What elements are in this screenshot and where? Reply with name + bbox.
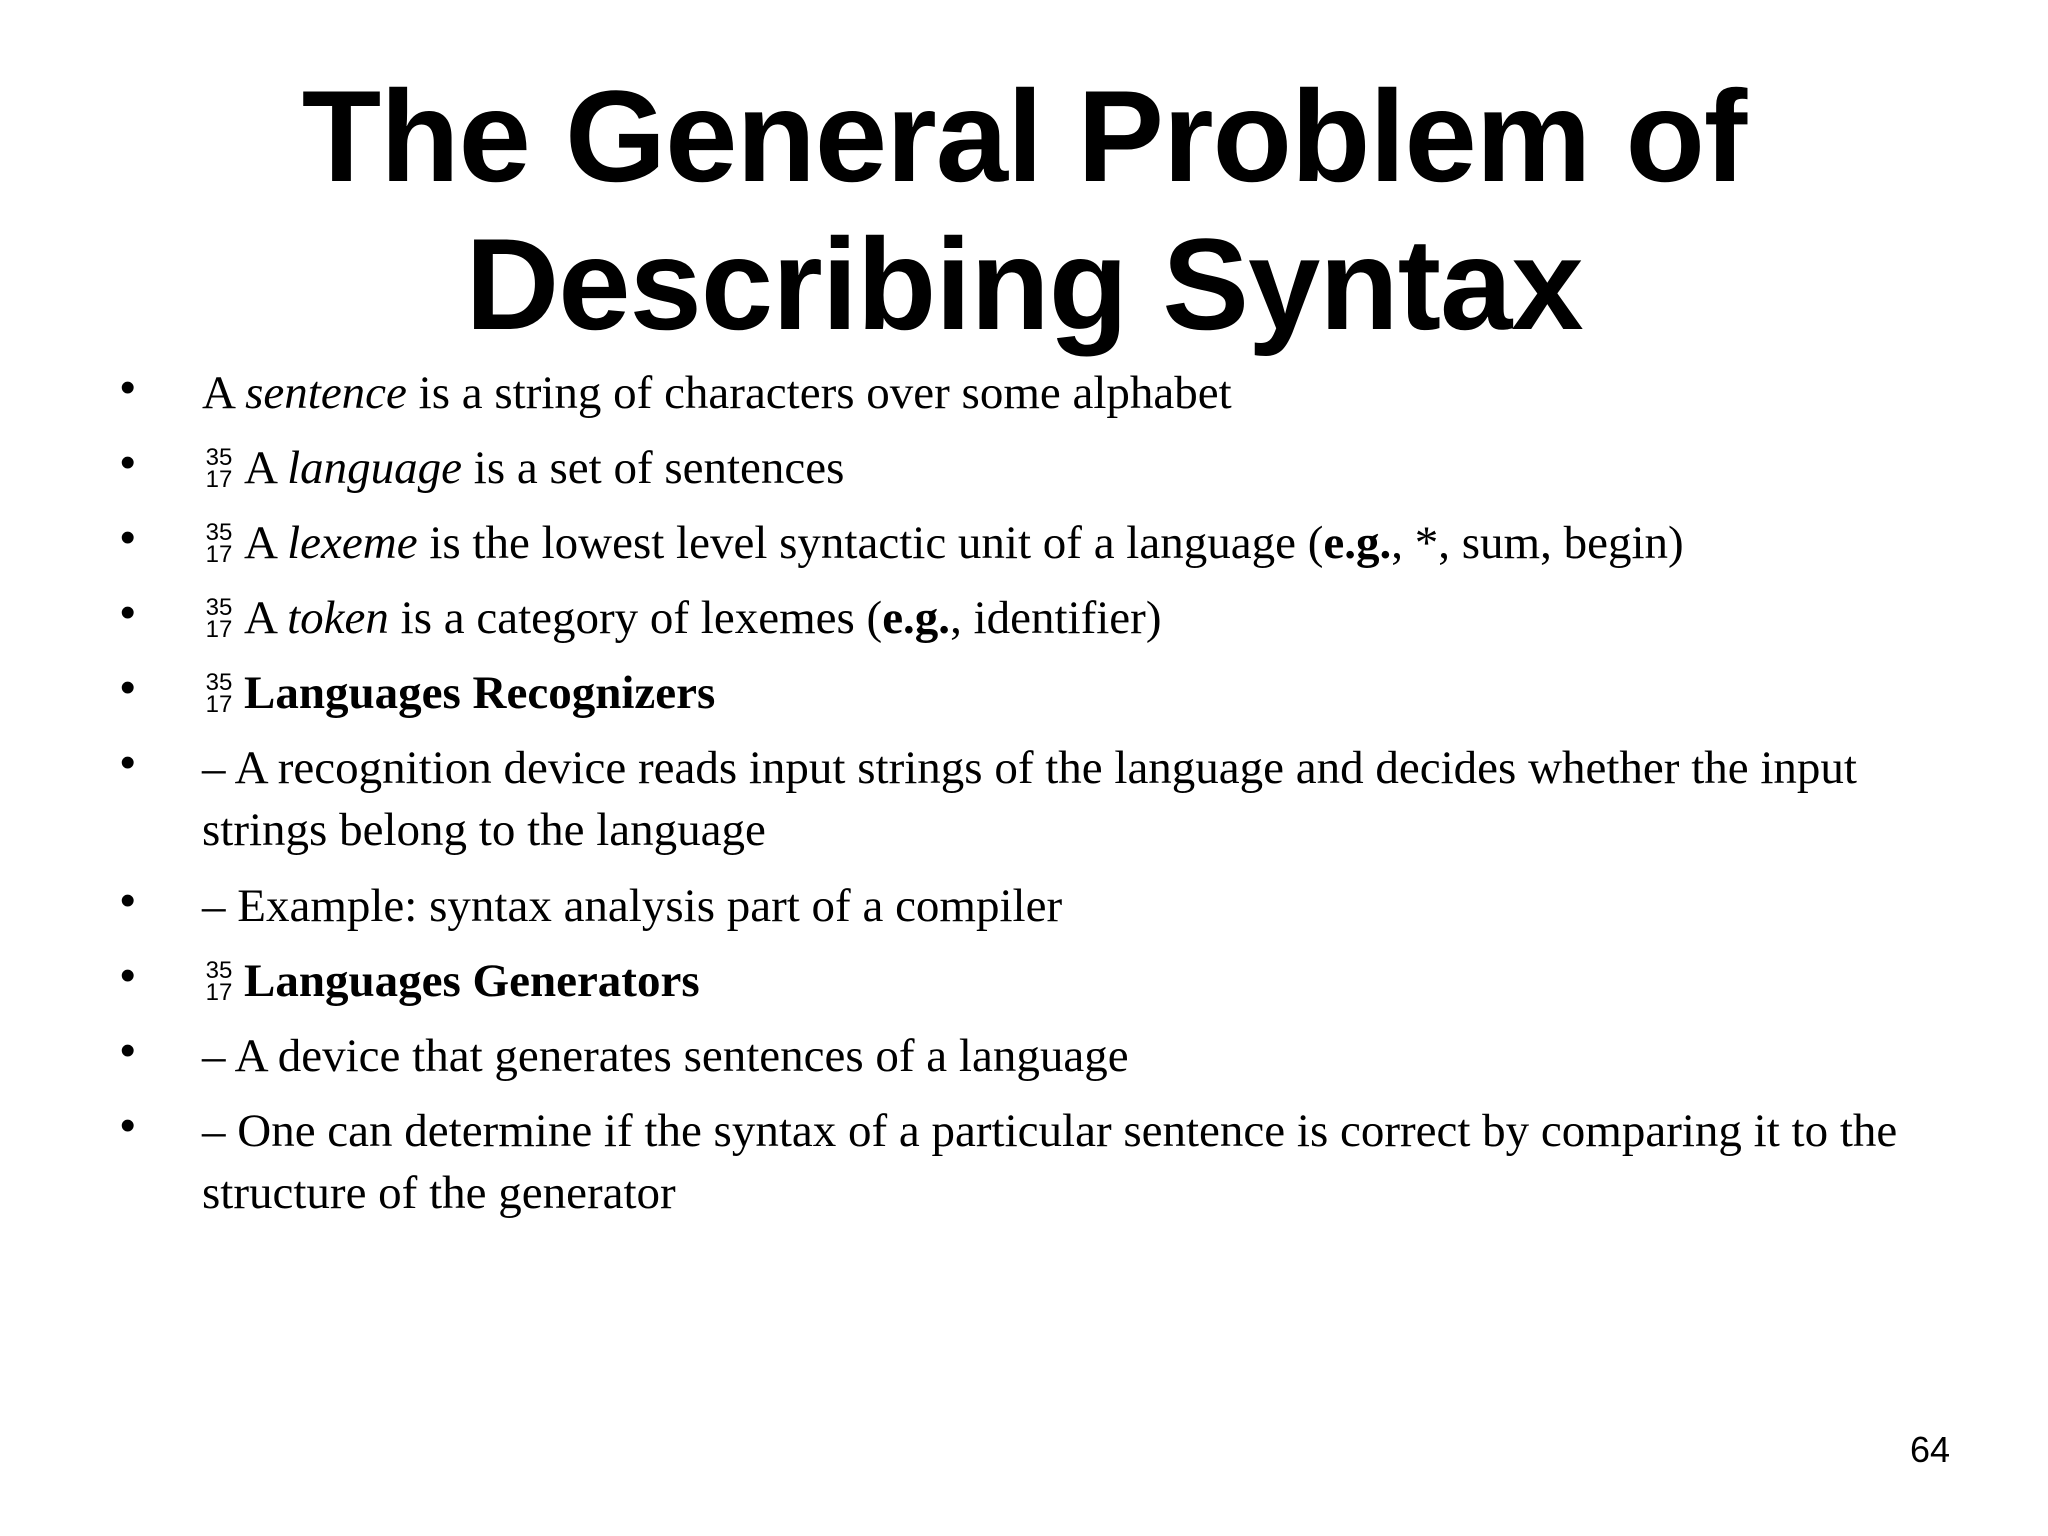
bullet-dot-icon: • [120,738,136,787]
fraction-icon: 35 17 [205,669,233,718]
bullet-dot-icon: • [120,876,136,925]
bullet-dot-icon: • [120,588,136,637]
bullet-dot-icon: • [120,438,136,487]
fraction-icon: 35 17 [205,444,233,493]
heading-generators: Languages Generators [244,955,700,1007]
fraction-icon: 35 17 [205,957,233,1006]
fraction-icon: 35 17 [205,519,233,568]
bullet-text: – A recognition device reads input strings of the language and decides whether the input strings belong to the language [202,742,1857,856]
term-token: token [287,592,389,644]
page-number: 64 [1909,1429,1950,1470]
bullet-text: A sentence is a string of characters over some alphabet [202,367,1232,419]
bullet-text: 35 17 A token is a category of lexemes (e.g., identifier) [202,587,1942,649]
bullet-dot-icon: • [120,1101,136,1150]
bullet-text [202,950,1942,1012]
term-language: language [287,442,463,494]
term-lexeme: lexeme [287,517,418,569]
slide-title-line-1: The General Problem of [301,63,1747,209]
bullet-dot-icon: • [120,951,136,1000]
bullet-text: – A device that generates sentences of a language [202,1030,1129,1082]
bullet-dot-icon: • [120,363,136,412]
bullet-text [202,662,1942,724]
bullet-text: 35 17 A lexeme is the lowest level syntactic unit of a language (e.g., *, sum, begin) [202,512,1942,574]
bullet-text: – One can determine if the syntax of a particular sentence is correct by comparing it to the structure of the generator [202,1105,1898,1219]
bullet-text: 35 17 A language is a set of sentences [202,437,1942,499]
bullet-dot-icon: • [120,663,136,712]
heading-recognizers: Languages Recognizers [244,667,716,719]
bullet-dot-icon: • [120,1026,136,1075]
term-sentence: sentence [245,367,407,419]
bullet-text: – Example: syntax analysis part of a compiler [202,880,1063,932]
slide-title-line-2: Describing Syntax [465,211,1583,357]
fraction-icon: 35 17 [205,594,233,643]
bullet-dot-icon: • [120,513,136,562]
